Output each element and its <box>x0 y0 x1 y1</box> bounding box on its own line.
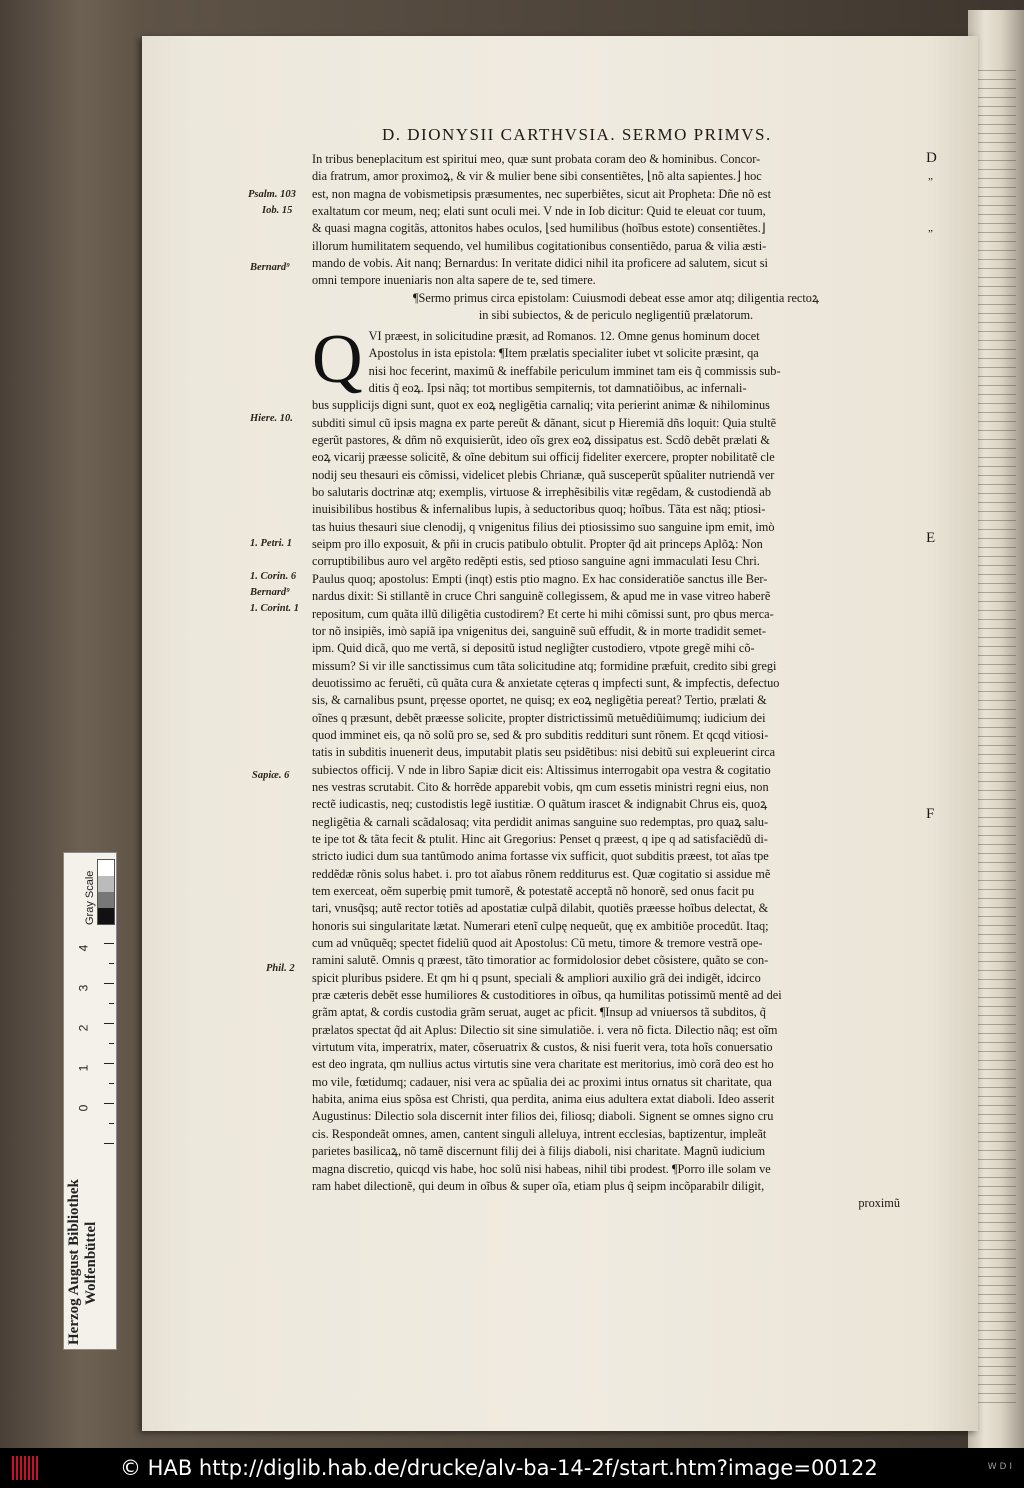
marginal-note: Psalm. 103 <box>248 189 296 200</box>
source-url[interactable]: © HAB http://diglib.hab.de/drucke/alv-ba-14-2f/start.htm?image=00122 <box>120 1456 878 1480</box>
text-line: ipm. Quid dicã, quo me vertã, si depositũ istud neglig̃ter custodiero, vtpote gregẽ mihi cõ- <box>312 641 755 656</box>
marginal-note: Bernard⁹ <box>250 587 290 598</box>
library-city: Wolfenbüttel <box>83 1221 99 1305</box>
marginal-note: 1. Petri. 1 <box>250 538 292 549</box>
text-line: mando de vobis. Ait nanq; Bernardus: In veritate didici nihil ita proficere ad salutem, sicut si <box>312 256 768 271</box>
text-line: stricto iudici dum sua tantũmodo anima fortasse vix sufficit, quot subditis præest, tot aĩas tpe <box>312 849 769 864</box>
hab-logo-icon <box>12 1456 38 1480</box>
library-label <box>66 1179 100 1345</box>
ruler-number: 3 <box>76 984 91 992</box>
sermon-body <box>312 321 920 1213</box>
text-line: rectẽ iudicastis, neq; custodistis legẽ iustitiæ. O quãtum irascet & indignabit Chrus eis, quoꝝ <box>312 797 768 812</box>
text-line: bo salutaris doctrinæ atq; exemplis, virtuose & irrephẽsibilis vitæ regẽdam, & custodiendã ab <box>312 485 771 500</box>
text-line: nardus dixit: Si stillantẽ in cruce Chri sanguinẽ collegissem, & apud me in vase vitreo haberẽ <box>312 589 771 604</box>
gray-scale-patch <box>97 859 115 925</box>
text-line: virtutum vita, imperatrix, mater, cõseruatrix & custos, & nisi fuerit vera, tota hoĩs conuersatio <box>312 1040 773 1055</box>
text-line: subditi simul cũ ipsis magna ex parte pereũt & dãnant, sicut p Hieremiã dñs loquit: Quia stultẽ <box>312 415 777 430</box>
text-line: VI præest, in solicitudine præsit, ad Romanos. 12. Omne genus hominum docet <box>368 329 760 343</box>
catchword: proximũ <box>858 1196 900 1211</box>
text-line: Augustinus: Dilectio sola discernit inter filios dei, filiosq; diaboli. Signent se omnes signo cru <box>312 1109 774 1124</box>
text-line: bus supplicijs digni sunt, quot ex eoꝝ negligẽtia carnaliq; vita perierint animæ & nihilominus <box>312 398 770 413</box>
text-line: tor nõ insipiẽs, imò sapiã ipa vnigenitus dei, sanguinẽ suũ effudit, & in morte tradidit semet- <box>312 623 766 638</box>
text-line: mo vile, fœtidumq; cadauer, nisi vera ac spũalia dei ac proximi intus ornatus sit charitate, qua <box>312 1074 772 1089</box>
ruler-number: 2 <box>76 1024 91 1032</box>
text-line: sis, & carnalibus psunt, pręesse oportet, ne quisq; ex eoꝝ negligẽtia pereat? Tertio, prælati & <box>312 693 767 708</box>
text-line: In tribus beneplacitum est spiritui meo, quæ sunt probata coram deo & hominibus. Concor- <box>312 152 761 166</box>
text-line: tari, vnusq̃sq; autẽ rector totiẽs ad apostatiæ culpã dilabit, quotiẽs præesse hoĩbus delectat, & <box>312 901 769 916</box>
text-line: reddẽdæ rõnis solus habet. i. pro tot aĩabus rõnem redditurus est. Quæ cogitatio si assidue mẽ <box>312 866 771 881</box>
margin-mark: „ <box>928 170 933 182</box>
marginal-note: Phil. 2 <box>266 963 295 974</box>
text-line: corruptibilibus auro vel argẽto redẽpti estis, sed ptioso sanguine agni immaculati Iesu Chri. <box>312 554 760 569</box>
marginal-note: Iob. 15 <box>262 205 293 216</box>
text-line: Apostolus in ista epistola: ¶Item prælatis specialiter iubet vt solicite præsint, qa <box>368 346 759 361</box>
footer-mark: W D I <box>987 1462 1012 1472</box>
margin-letter-d: D <box>926 150 937 166</box>
text-line: seipm pro illo exposuit, & pñi in crucis patibulo obtulit. Propter q̃d ait princeps Aplõꝝ: Non <box>312 537 763 552</box>
text-line: illorum humilitatem sequendo, vel humilibus cogitationibus consentiẽdo, parua & vilia æsti- <box>312 238 767 253</box>
text-line: parietes basilicaꝝ, nõ tamẽ discernunt filij dei à filijs diaboli, nisi charitate. Magnũ iudicium <box>312 1144 766 1159</box>
text-line: inuisibilibus hostibus & infernalibus lupis, à seductoribus quoq; hoĩbus. Tãta est nãq; ptiosi- <box>312 502 766 517</box>
text-line: ramini salutẽ. Omnis q præest, tãto timoratior ac formidolosior debet cõsistere, quãto se con- <box>312 953 769 968</box>
running-head: D. DIONYSII CARTHVSIA. SERMO PRIMVS. <box>382 125 772 144</box>
text-line: omni tempore inueniaris non alta sapere de te, sed timere. <box>312 273 596 288</box>
ruler-number: 4 <box>76 944 91 952</box>
text-line: tem exerceat, oẽm superbię pmit tumorẽ, & potestatẽ acceptã nõ honorẽ, sed onus facit pu <box>312 884 755 898</box>
text-line: est, non magna de vobismetipsis præsumentes, nec superbiẽtes, sicut ait Propheta: Dñe nõ est <box>312 186 771 201</box>
text-line: subiectos officij. V nde in libro Sapiæ dicit eis: Altissimus interrogabit opa vestra & cogitatio <box>312 762 771 777</box>
text-line: ditis q̃ eoꝝ. Ipsi nãq; tot mortibus sempiternis, tot damnatiõibus, ac infernali- <box>368 381 747 396</box>
text-line: nisi hoc fecerint, maximũ & ineffabile periculum imminet tam eis q̃ commissis sub- <box>368 363 781 378</box>
text-line: quod imminet eis, qa nõ solũ pro se, sed & pro subditis reddituri sunt rõnem. Et qcqd vitiosi- <box>312 727 769 742</box>
library-name: Herzog August Bibliothek <box>66 1179 82 1345</box>
text-line: ¶Sermo primus circa epistolam: Cuiusmodi debeat esse amor atq; diligentia rectoꝝ <box>412 291 820 305</box>
text-line: cum ad vnũquẽq; spectet fideliũ quod ait Apostolus: Cũ metu, timore & tremore vestrã ope- <box>312 936 763 951</box>
drop-cap: Q <box>312 321 363 398</box>
text-line: repositum, cum quãta illũ diligẽtia custodirem? Et certe hi mihi cõmissi sunt, pro qbus merca- <box>312 606 774 621</box>
ruler-number: 0 <box>76 1104 91 1112</box>
text-line: in sibi subiectos, & de periculo negligentiũ prælatorum. <box>478 308 754 323</box>
marginal-note: Sapiæ. 6 <box>252 770 290 781</box>
text-line: missum? Si vir ille sanctissimus cum tãta solicitudine atq; formidine præfuit, credito sibi gregi <box>312 658 777 673</box>
marginal-note: 1. Corin. 6 <box>250 571 297 582</box>
text-line: & quasi magna cogitãs, attonitos habes oculos, ⌊sed humilibus (hoĩbus estote) consentiẽtes.⌋ <box>312 221 766 236</box>
text-line: est deo ingrata, qm nullius actus virtutis sine vera charitate est meritorius, imò corã deo est ho <box>312 1057 774 1072</box>
footer-bar <box>0 1448 1024 1488</box>
text-line: oĩnes q præsunt, debẽt præesse solicite, propter districtissimũ metuẽdiũimumq; iudicium dei <box>312 710 766 725</box>
text-line: magna discretio, quicqd vis habe, hoc solũ nisi habeas, nihil tibi prodest. ¶Porro ille solam ve <box>312 1161 771 1176</box>
text-line: prælatos spectat q̃d ait Aplus: Dilectio sit sine simulatiõe. i. vera nõ ficta. Dilectio nãq; est oĩm <box>312 1022 778 1037</box>
gray-scale-label: Gray Scale <box>84 870 96 925</box>
text-line: nodij seu thesauri eis cõmissi, videlicet plebis Chrianæ, quã susceperũt spũaliter nutriendã ver <box>312 467 775 482</box>
text-line: spicit pluribus psidere. Et qm hi q psunt, speciali & ampliori auxilio grã dei indigẽt, idcirco <box>312 970 761 985</box>
color-scale-ruler <box>63 852 117 1350</box>
text-line: exaltatum cor meum, neq; elati sunt oculi mei. V nde in Iob dicitur: Quid te eleuat cor tuum, <box>312 204 766 219</box>
margin-letter-f: F <box>926 806 935 822</box>
text-line: tas huius thesauri siue clenodij, q vnigenitus filius dei ptiosissimo suo sanguine ipm emit, imò <box>312 519 775 534</box>
margin-mark: „ <box>928 222 933 234</box>
marginal-note: Bernard⁹ <box>250 262 290 273</box>
text-line: cis. Respondeãt omnes, amen, cantent singuli alleluya, intrent ecclesias, baptizentur, impleãt <box>312 1126 767 1141</box>
text-line: honoris sui singularitate lætat. Numerari etenĩ culpę nequeũt, quę ex ambitiõe procedũt. Itaq; <box>312 918 769 933</box>
text-line: grãm aptat, & cordis custodia grãm seruat, auget ac pficit. ¶Insup ad vniuersos tã subditos, q̃ <box>312 1005 766 1020</box>
text-line: te ipe tot & tãta fecit & ptulit. Hinc ait Gregorius: Penset q præest, q ipe q ad satisfaciẽdũ di- <box>312 831 768 846</box>
text-line: præ cæteris debẽt esse humiliores & custoditiores in oĩbus, qa humilitas potissimũ mentẽ ad dei <box>312 988 782 1003</box>
ruler-number: 1 <box>76 1064 91 1072</box>
marginal-note: Hiere. 10. <box>250 413 293 424</box>
text-line: deuotissimo ac feruẽti, cũ quãta cura & anxietate cęteras q impfecti sunt, & impfectis, defectuo <box>312 675 780 690</box>
text-line: nes vestras scrutabit. Cito & horrẽde apparebit vobis, qm cum essetis ministri regni eius, non <box>312 779 769 794</box>
text-line: egerũt pastores, & dñm nõ exquisierũt, ideo oĩs grex eoꝝ dissipatus est. Scdõ debẽt prælati & <box>312 433 770 448</box>
text-line: habita, anima eius spõsa est Christi, qua perdita, anima eius adultera extat diaboli. Ideo asserit <box>312 1092 775 1107</box>
margin-letter-e: E <box>926 530 936 546</box>
text-line: dia fratrum, amor proximoꝝ, & vir & mulier bene sibi consentiẽtes, ⌊nõ alta sapientes.⌋ hoc <box>312 169 762 184</box>
text-line: negligẽtia & carnali scãdalosaq; vita perdidit animas sanguine suo redemptas, pro quaꝝ salu- <box>312 814 769 829</box>
text-line: ram habet dilectionẽ, qui deum in oĩbus & super oĩa, etiam plus q̃ seipm incõparabilr diligit, <box>312 1178 765 1193</box>
intro-paragraph <box>312 151 920 290</box>
text-line: tatis in subditis inuenerit deus, imputabit platis seu psidẽtibus: nisi debitũ sui expleuerint circa <box>312 745 776 760</box>
text-line: eoꝝ vicarij præesse solicitẽ, & oĩne debitum sui officij fideliter exercere, propter nobilitatẽ cle <box>312 450 775 465</box>
sermon-title <box>312 290 920 325</box>
text-line: Paulus quoq; apostolus: Empti (inqt) estis ptio magno. Ex hac consideratiõe sanctus ille Ber- <box>312 571 768 586</box>
marginal-note: 1. Corint. 1 <box>250 603 300 614</box>
